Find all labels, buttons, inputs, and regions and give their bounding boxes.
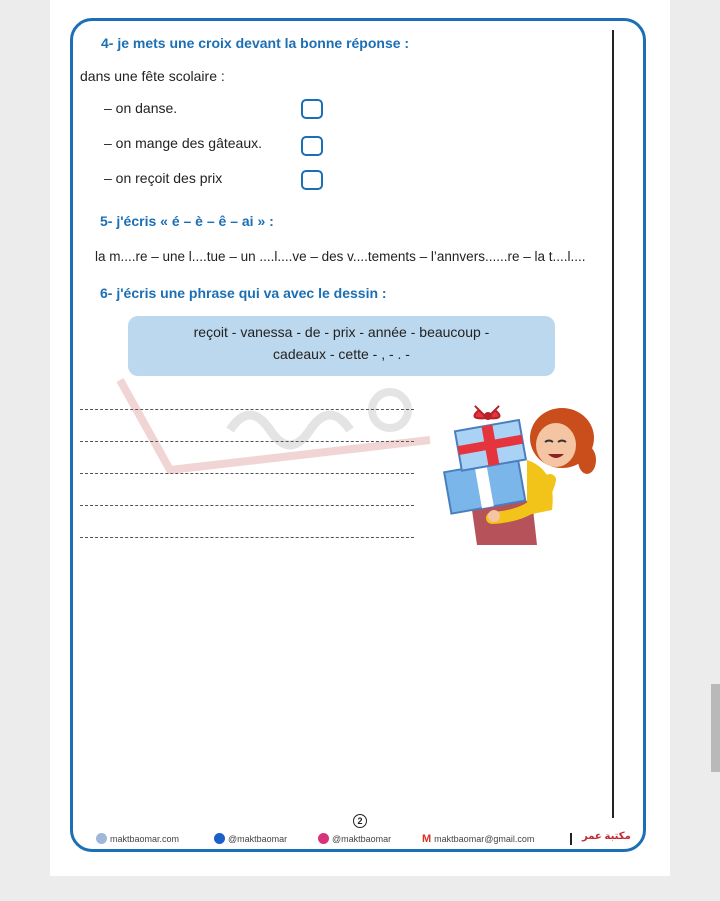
footer	[96, 833, 642, 849]
exercise-5-sentence: la m....re – une l....tue – un ....l....ve – des v....tements – l’annvers......re – la t....l....	[95, 249, 586, 264]
choice-label-3: – on reçoit des prix	[104, 170, 223, 186]
choice-checkbox-3[interactable]	[301, 170, 323, 190]
footer-email[interactable]	[422, 833, 534, 845]
word-bank-line-2: cadeaux - cette - , - . -	[273, 346, 410, 362]
footer-facebook-label: @maktbaomar	[228, 833, 288, 844]
choice-label-1: – on danse.	[104, 100, 178, 116]
writing-line-2[interactable]	[80, 441, 414, 442]
facebook-icon	[214, 833, 225, 844]
footer-separator	[570, 833, 572, 845]
brand-logo: مكتبة عمر	[582, 831, 631, 842]
exercise-6-title: 6- j'écris une phrase qui va avec le dessin :	[100, 285, 387, 301]
exercise-5-title: 5- j'écris « é – è – ê – ai » :	[100, 213, 274, 229]
choice-checkbox-1[interactable]	[301, 99, 323, 119]
footer-facebook[interactable]	[214, 833, 287, 844]
exercise-4-intro: dans une fête scolaire :	[80, 68, 225, 84]
word-bank-box	[128, 316, 555, 376]
choice-label-2: – on mange des gâteaux.	[104, 135, 263, 151]
margin-line	[612, 30, 614, 818]
girl-with-gifts-illustration	[432, 400, 602, 550]
choice-checkbox-2[interactable]	[301, 136, 323, 156]
footer-instagram-label: @maktbaomar	[332, 833, 392, 844]
footer-instagram[interactable]	[318, 833, 391, 844]
writing-line-5[interactable]	[80, 537, 414, 538]
page-number: 2	[353, 814, 367, 828]
instagram-icon	[318, 833, 329, 844]
gmail-icon: M	[422, 833, 432, 845]
writing-line-1[interactable]	[80, 409, 414, 410]
footer-website-label: maktbaomar.com	[110, 833, 180, 844]
scrollbar-thumb[interactable]	[711, 684, 720, 772]
writing-line-3[interactable]	[80, 473, 414, 474]
writing-line-4[interactable]	[80, 505, 414, 506]
word-bank-line-1: reçoit - vanessa - de - prix - année - beaucoup -	[193, 324, 490, 340]
globe-icon	[96, 833, 107, 844]
footer-website[interactable]	[96, 833, 179, 844]
footer-email-label: maktbaomar@gmail.com	[434, 834, 535, 844]
exercise-4-title: 4- je mets une croix devant la bonne réponse :	[101, 35, 410, 51]
